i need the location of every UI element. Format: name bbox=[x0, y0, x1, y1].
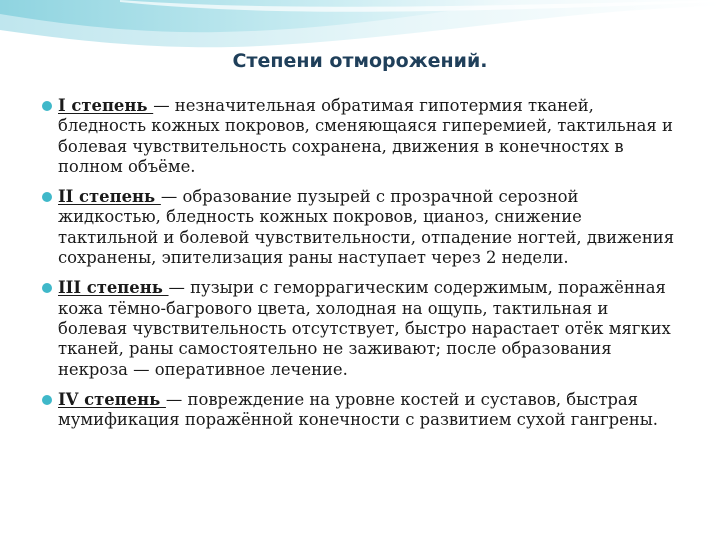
degree-list bbox=[40, 96, 680, 440]
header-wave-decoration bbox=[0, 0, 720, 90]
list-item-degree-1 bbox=[40, 96, 680, 177]
degree-description: — пузыри с геморрагическим содержимым, поражённая кожа тёмно-багрового цвета, холодная на ощупь, тактильная и болевая чувствительность отсутствует, быстро нарастает отёк мягких тканей, раны самостоятельно не заживают; после образования некроза — оперативное лечение. bbox=[58, 278, 671, 379]
bullet-icon bbox=[42, 192, 52, 202]
degree-description: — образование пузырей с прозрачной серозной жидкостью, бледность кожных покровов, цианоз, снижение тактильной и болевой чувствительности, отпадение ногтей, движения сохранены, эпителизация раны наступает через 2 недели. bbox=[58, 187, 675, 268]
bullet-icon bbox=[42, 395, 52, 405]
degree-label: III степень bbox=[58, 278, 169, 298]
bullet-icon bbox=[42, 101, 52, 111]
list-item-degree-2 bbox=[40, 187, 680, 268]
degree-description: — незначительная обратимая гипотермия тканей, бледность кожных покровов, сменяющаяся гиперемией, тактильная и болевая чувствительность сохранена, движения в конечностях в полном объёме. bbox=[58, 96, 673, 176]
list-item-degree-4 bbox=[40, 390, 680, 431]
list-item-degree-3 bbox=[40, 278, 680, 379]
degree-label: I степень bbox=[58, 96, 154, 115]
slide-title: Степени отморожений. bbox=[232, 50, 488, 72]
degree-label: II степень bbox=[58, 187, 161, 207]
bullet-icon bbox=[42, 283, 52, 293]
degree-label: IV степень bbox=[58, 389, 166, 409]
degree-description: — повреждение на уровне костей и суставов, быстрая мумификация поражённой конечности с развитием сухой гангрены. bbox=[58, 389, 658, 430]
